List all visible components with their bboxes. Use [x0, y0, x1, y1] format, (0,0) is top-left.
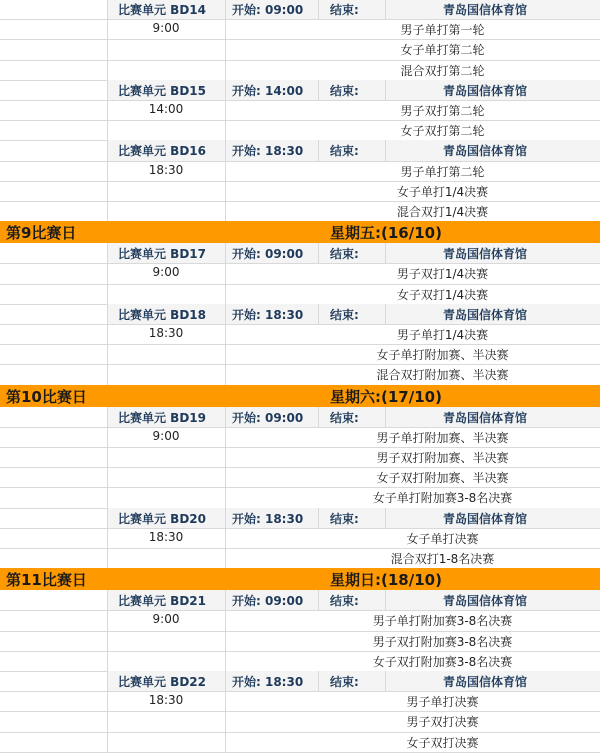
grid-line [225, 651, 226, 671]
grid-line [225, 487, 226, 507]
session-start-label: 开始: 09:00 [232, 410, 304, 425]
session-end-label: 结束: [330, 83, 359, 98]
session-end-label: 结束: [330, 594, 359, 609]
event-name: 女子单打决赛 [406, 531, 479, 546]
event-row [0, 181, 600, 201]
day-label: 第9比赛日 [6, 224, 77, 243]
grid-line [107, 467, 108, 487]
session-unit-label: 比赛单元 BD15 [118, 83, 206, 98]
event-name: 女子双打附加赛3-8名决赛 [372, 654, 513, 669]
grid-line [107, 711, 108, 731]
session-end-label: 结束: [330, 410, 359, 425]
event-row [0, 651, 600, 671]
session-time: 14:00 [148, 102, 184, 116]
session-venue-label: 青岛国信体育馆 [443, 83, 528, 98]
grid-line [225, 691, 226, 711]
session-end-label: 结束: [330, 307, 359, 322]
grid-line [385, 508, 386, 528]
grid-line [225, 120, 226, 140]
grid-line [225, 447, 226, 467]
grid-line [318, 407, 319, 427]
event-name: 男子单打决赛 [406, 695, 479, 710]
grid-line [225, 304, 226, 324]
session-time: 18:30 [148, 162, 184, 177]
grid-line [225, 344, 226, 364]
session-unit-label: 比赛单元 BD16 [118, 144, 206, 159]
session-unit-label: 比赛单元 BD14 [118, 3, 206, 17]
grid-line [318, 0, 319, 19]
session-venue-label: 青岛国信体育馆 [443, 144, 528, 159]
grid-line [107, 344, 108, 364]
event-row [0, 324, 600, 344]
session-venue-label: 青岛国信体育馆 [443, 3, 528, 17]
day-band [0, 221, 600, 243]
grid-line [318, 508, 319, 528]
grid-line [225, 161, 226, 181]
session-start-label: 开始: 09:00 [232, 594, 304, 609]
session-start-label: 开始: 18:30 [232, 144, 304, 159]
grid-line [225, 324, 226, 344]
day-label: 第11比赛日 [6, 571, 87, 590]
grid-line [107, 100, 108, 120]
session-unit-label: 比赛单元 BD19 [118, 410, 206, 425]
event-name: 女子单打第二轮 [400, 43, 485, 58]
session-time: 9:00 [152, 612, 180, 627]
event-row [0, 610, 600, 630]
event-row [0, 100, 600, 120]
session-end-label: 结束: [330, 247, 359, 262]
session-venue-label: 青岛国信体育馆 [443, 247, 528, 262]
event-row [0, 732, 600, 752]
grid-line [107, 528, 108, 548]
session-venue-label: 青岛国信体育馆 [443, 410, 528, 425]
event-name: 男子双打附加赛、半决赛 [376, 451, 509, 465]
session-header-row [0, 407, 600, 427]
grid-line [225, 427, 226, 447]
session-start-label: 开始: 09:00 [232, 3, 304, 17]
day-band [0, 568, 600, 590]
grid-line [107, 140, 108, 160]
grid-line [225, 631, 226, 651]
event-name: 男子双打第二轮 [400, 104, 485, 118]
grid-line [385, 407, 386, 427]
grid-line [107, 263, 108, 283]
grid-line [385, 304, 386, 324]
grid-line [318, 243, 319, 263]
grid-line [318, 140, 319, 160]
session-end-label: 结束: [330, 144, 359, 159]
grid-line [225, 181, 226, 201]
session-unit-label: 比赛单元 BD21 [118, 594, 206, 609]
grid-line [107, 120, 108, 140]
session-time: 9:00 [152, 265, 180, 280]
event-name: 男子单打附加赛、半决赛 [376, 430, 509, 445]
grid-line [107, 407, 108, 427]
event-name: 男子单打附加赛3-8名决赛 [372, 614, 513, 629]
event-name: 混合双打第二轮 [400, 63, 485, 78]
grid-line [107, 610, 108, 630]
session-header-row [0, 243, 600, 263]
session-end-label: 结束: [330, 3, 359, 17]
event-row [0, 548, 600, 568]
event-row [0, 364, 600, 384]
grid-line [225, 590, 226, 610]
grid-line [385, 671, 386, 691]
grid-line [225, 80, 226, 100]
session-header-row [0, 0, 600, 19]
grid-line [107, 0, 108, 19]
session-start-label: 开始: 18:30 [232, 675, 304, 689]
event-name: 男子双打决赛 [406, 715, 479, 730]
session-venue-label: 青岛国信体育馆 [443, 307, 528, 322]
grid-line [225, 467, 226, 487]
grid-line [107, 80, 108, 100]
grid-line [225, 732, 226, 752]
event-name: 混合双打1-8名决赛 [390, 552, 495, 566]
grid-line [385, 243, 386, 263]
grid-line [107, 427, 108, 447]
session-time: 9:00 [152, 428, 180, 443]
event-name: 女子双打附加赛、半决赛 [376, 471, 509, 486]
grid-line [107, 487, 108, 507]
grid-line [107, 508, 108, 528]
day-band [0, 385, 600, 407]
event-row [0, 528, 600, 548]
session-time: 18:30 [148, 326, 184, 340]
event-row [0, 120, 600, 140]
grid-line [107, 161, 108, 181]
session-header-row [0, 590, 600, 610]
session-venue-label: 青岛国信体育馆 [443, 675, 528, 689]
session-header-row [0, 671, 600, 691]
grid-line [107, 590, 108, 610]
event-row [0, 467, 600, 487]
grid-line [225, 671, 226, 691]
weekday-label: 星期五:(16/10) [330, 224, 442, 243]
grid-line [107, 651, 108, 671]
grid-line [225, 60, 226, 80]
event-name: 女子双打1/4决赛 [396, 287, 489, 302]
event-name: 男子单打第二轮 [400, 164, 485, 179]
grid-line [225, 711, 226, 731]
grid-line [107, 181, 108, 201]
session-header-row [0, 140, 600, 160]
session-header-row [0, 304, 600, 324]
grid-line [318, 590, 319, 610]
session-time: 18:30 [148, 693, 184, 708]
session-unit-label: 比赛单元 BD22 [118, 675, 206, 689]
grid-line [225, 140, 226, 160]
grid-line [318, 671, 319, 691]
session-unit-label: 比赛单元 BD18 [118, 307, 206, 322]
event-name: 女子双打第二轮 [400, 124, 485, 139]
grid-line [107, 19, 108, 39]
grid-line [385, 0, 386, 19]
weekday-label: 星期六:(17/10) [330, 387, 442, 406]
event-row [0, 60, 600, 80]
session-venue-label: 青岛国信体育馆 [443, 594, 528, 609]
grid-line [225, 407, 226, 427]
session-start-label: 开始: 18:30 [232, 307, 304, 322]
grid-line [225, 364, 226, 384]
grid-line [385, 140, 386, 160]
grid-line [107, 447, 108, 467]
grid-line [225, 263, 226, 283]
grid-line [385, 590, 386, 610]
grid-line [225, 201, 226, 221]
event-name: 女子单打1/4决赛 [396, 184, 489, 199]
event-row [0, 263, 600, 283]
session-start-label: 开始: 18:30 [232, 511, 304, 526]
event-name: 男子单打1/4决赛 [396, 328, 489, 342]
session-header-row [0, 80, 600, 100]
grid-line [225, 508, 226, 528]
grid-line [225, 39, 226, 59]
grid-line [107, 691, 108, 711]
event-row [0, 344, 600, 364]
grid-line [225, 284, 226, 304]
event-row [0, 427, 600, 447]
grid-line [107, 324, 108, 344]
grid-line [107, 39, 108, 59]
grid-line [107, 631, 108, 651]
event-row [0, 691, 600, 711]
grid-line [225, 243, 226, 263]
session-unit-label: 比赛单元 BD17 [118, 247, 206, 262]
grid-line [107, 284, 108, 304]
session-header-row [0, 508, 600, 528]
session-start-label: 开始: 09:00 [232, 247, 304, 262]
grid-line [225, 548, 226, 568]
event-name: 男子双打1/4决赛 [396, 267, 489, 282]
weekday-label: 星期日:(18/10) [330, 571, 442, 590]
event-row [0, 631, 600, 651]
grid-line [107, 243, 108, 263]
grid-line [107, 732, 108, 752]
grid-line [107, 364, 108, 384]
event-name: 女子单打附加赛、半决赛 [376, 348, 509, 363]
session-time: 18:30 [148, 529, 184, 544]
grid-line [107, 201, 108, 221]
session-time: 9:00 [152, 21, 180, 36]
event-name: 混合双打附加赛、半决赛 [376, 368, 509, 383]
event-row [0, 39, 600, 59]
grid-line [225, 528, 226, 548]
grid-line [225, 19, 226, 39]
grid-line [107, 671, 108, 691]
grid-line [107, 548, 108, 568]
event-name: 女子单打附加赛3-8名决赛 [372, 491, 513, 506]
event-name: 男子单打第一轮 [400, 23, 485, 38]
event-row [0, 447, 600, 467]
grid-line [107, 304, 108, 324]
grid-line [225, 100, 226, 120]
grid-line [318, 304, 319, 324]
event-row [0, 19, 600, 39]
session-end-label: 结束: [330, 511, 359, 526]
event-row [0, 284, 600, 304]
event-name: 男子双打附加赛3-8名决赛 [372, 634, 513, 649]
day-label: 第10比赛日 [6, 387, 87, 406]
session-unit-label: 比赛单元 BD20 [118, 511, 206, 526]
event-name: 混合双打1/4决赛 [396, 205, 489, 219]
event-row [0, 201, 600, 221]
session-start-label: 开始: 14:00 [232, 83, 304, 98]
grid-line [225, 610, 226, 630]
event-name: 女子双打决赛 [406, 735, 479, 750]
session-end-label: 结束: [330, 675, 359, 689]
session-venue-label: 青岛国信体育馆 [443, 511, 528, 526]
event-row [0, 487, 600, 507]
grid-line [385, 80, 386, 100]
event-row [0, 161, 600, 181]
grid-line [225, 0, 226, 19]
grid-line [318, 80, 319, 100]
event-row [0, 711, 600, 731]
grid-line [107, 60, 108, 80]
